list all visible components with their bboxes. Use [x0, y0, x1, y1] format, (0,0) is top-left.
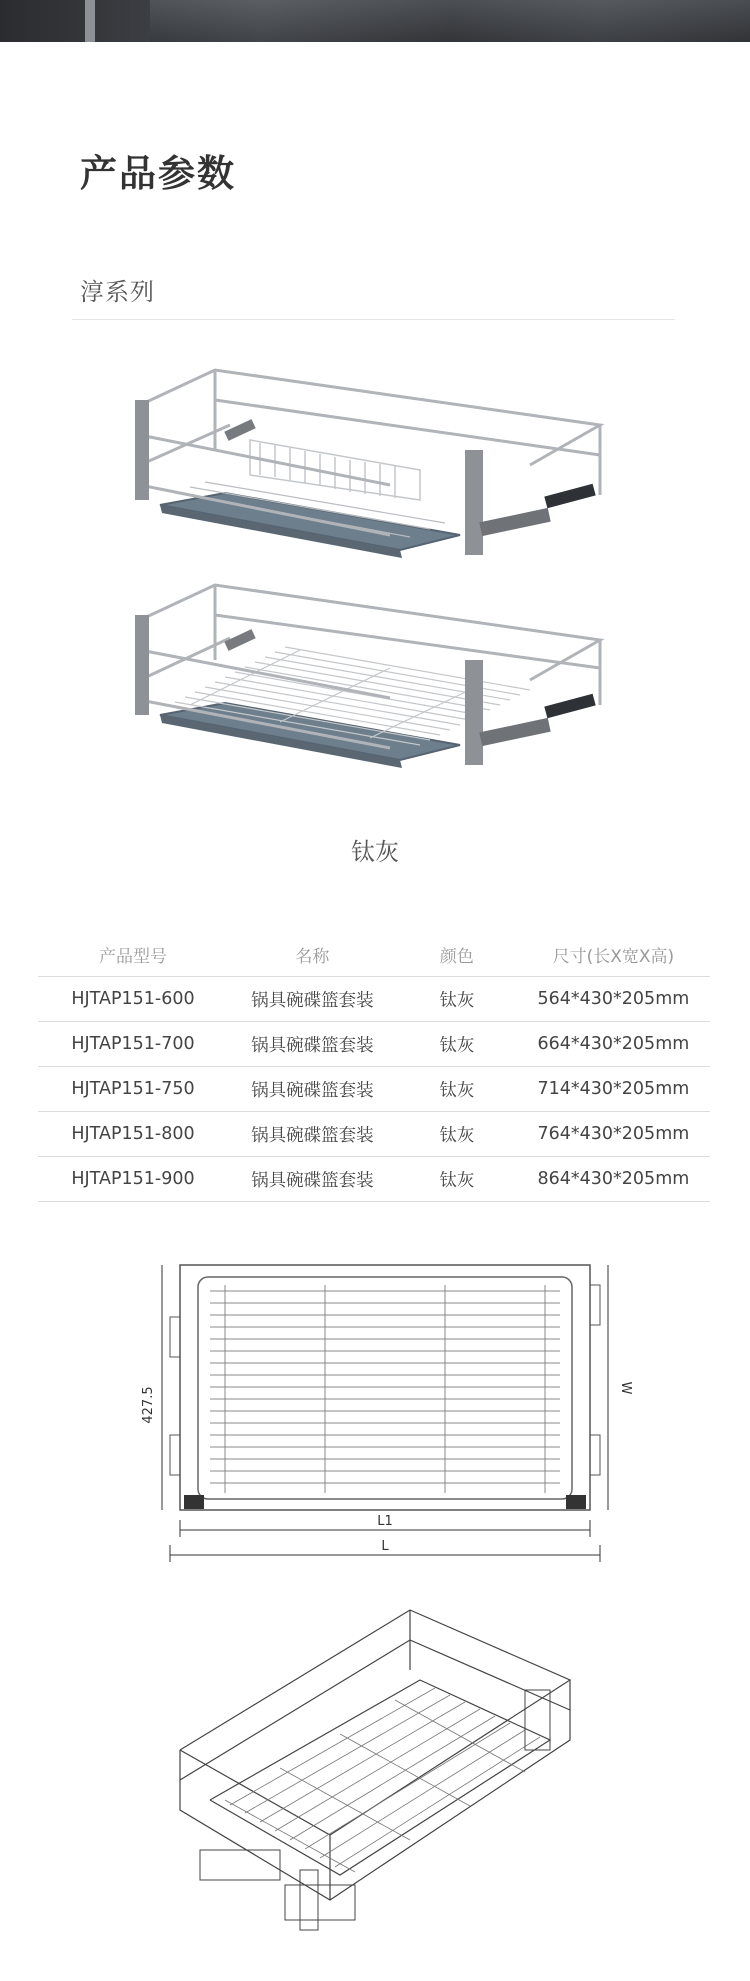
header-color: 颜色: [397, 932, 517, 977]
dimension-drawing: [140, 1255, 633, 1570]
series-name: 淳系列: [80, 278, 155, 306]
cell-size: 564*430*205mm: [517, 977, 710, 1022]
header-model: 产品型号: [38, 932, 228, 977]
height-dimension-label: 427.5: [141, 1386, 156, 1424]
table-row: [38, 977, 710, 1022]
header-size: 尺寸(长X宽X高): [517, 932, 710, 977]
header-name: 名称: [228, 932, 397, 977]
cabinet-shelf: [150, 0, 750, 42]
cell-name: 锅具碗碟篮套装: [228, 1067, 397, 1112]
cell-color: 钛灰: [397, 1157, 517, 1202]
table-row: [38, 1112, 710, 1157]
cell-name: 锅具碗碟篮套装: [228, 1112, 397, 1157]
table-row: [38, 1157, 710, 1202]
length-label: L: [381, 1539, 389, 1554]
spec-table: [38, 932, 710, 1202]
top-photo-band: [0, 0, 750, 42]
cell-color: 钛灰: [397, 1112, 517, 1157]
cell-name: 锅具碗碟篮套装: [228, 1157, 397, 1202]
inner-length-label: L1: [377, 1514, 393, 1529]
isometric-basket-drawing: [170, 1600, 580, 1960]
cell-model: HJTAP151-600: [38, 977, 228, 1022]
wire-basket-icon: [130, 580, 620, 790]
page-title: 产品参数: [80, 152, 236, 195]
divider: [72, 319, 675, 320]
cabinet-rail: [85, 0, 95, 42]
cell-size: 714*430*205mm: [517, 1067, 710, 1112]
cell-model: HJTAP151-700: [38, 1022, 228, 1067]
cell-size: 764*430*205mm: [517, 1112, 710, 1157]
cell-size: 864*430*205mm: [517, 1157, 710, 1202]
dish-rack-basket-icon: [130, 365, 620, 580]
table-row: [38, 1022, 710, 1067]
table-header-row: [38, 932, 710, 977]
cell-name: 锅具碗碟篮套装: [228, 977, 397, 1022]
table-row: [38, 1067, 710, 1112]
cell-color: 钛灰: [397, 1022, 517, 1067]
cell-model: HJTAP151-750: [38, 1067, 228, 1112]
width-dimension-label: W: [618, 1381, 633, 1395]
cell-model: HJTAP151-900: [38, 1157, 228, 1202]
cell-color: 钛灰: [397, 1067, 517, 1112]
cell-model: HJTAP151-800: [38, 1112, 228, 1157]
cell-size: 664*430*205mm: [517, 1022, 710, 1067]
color-caption: 钛灰: [351, 838, 399, 866]
cell-color: 钛灰: [397, 977, 517, 1022]
cell-name: 锅具碗碟篮套装: [228, 1022, 397, 1067]
